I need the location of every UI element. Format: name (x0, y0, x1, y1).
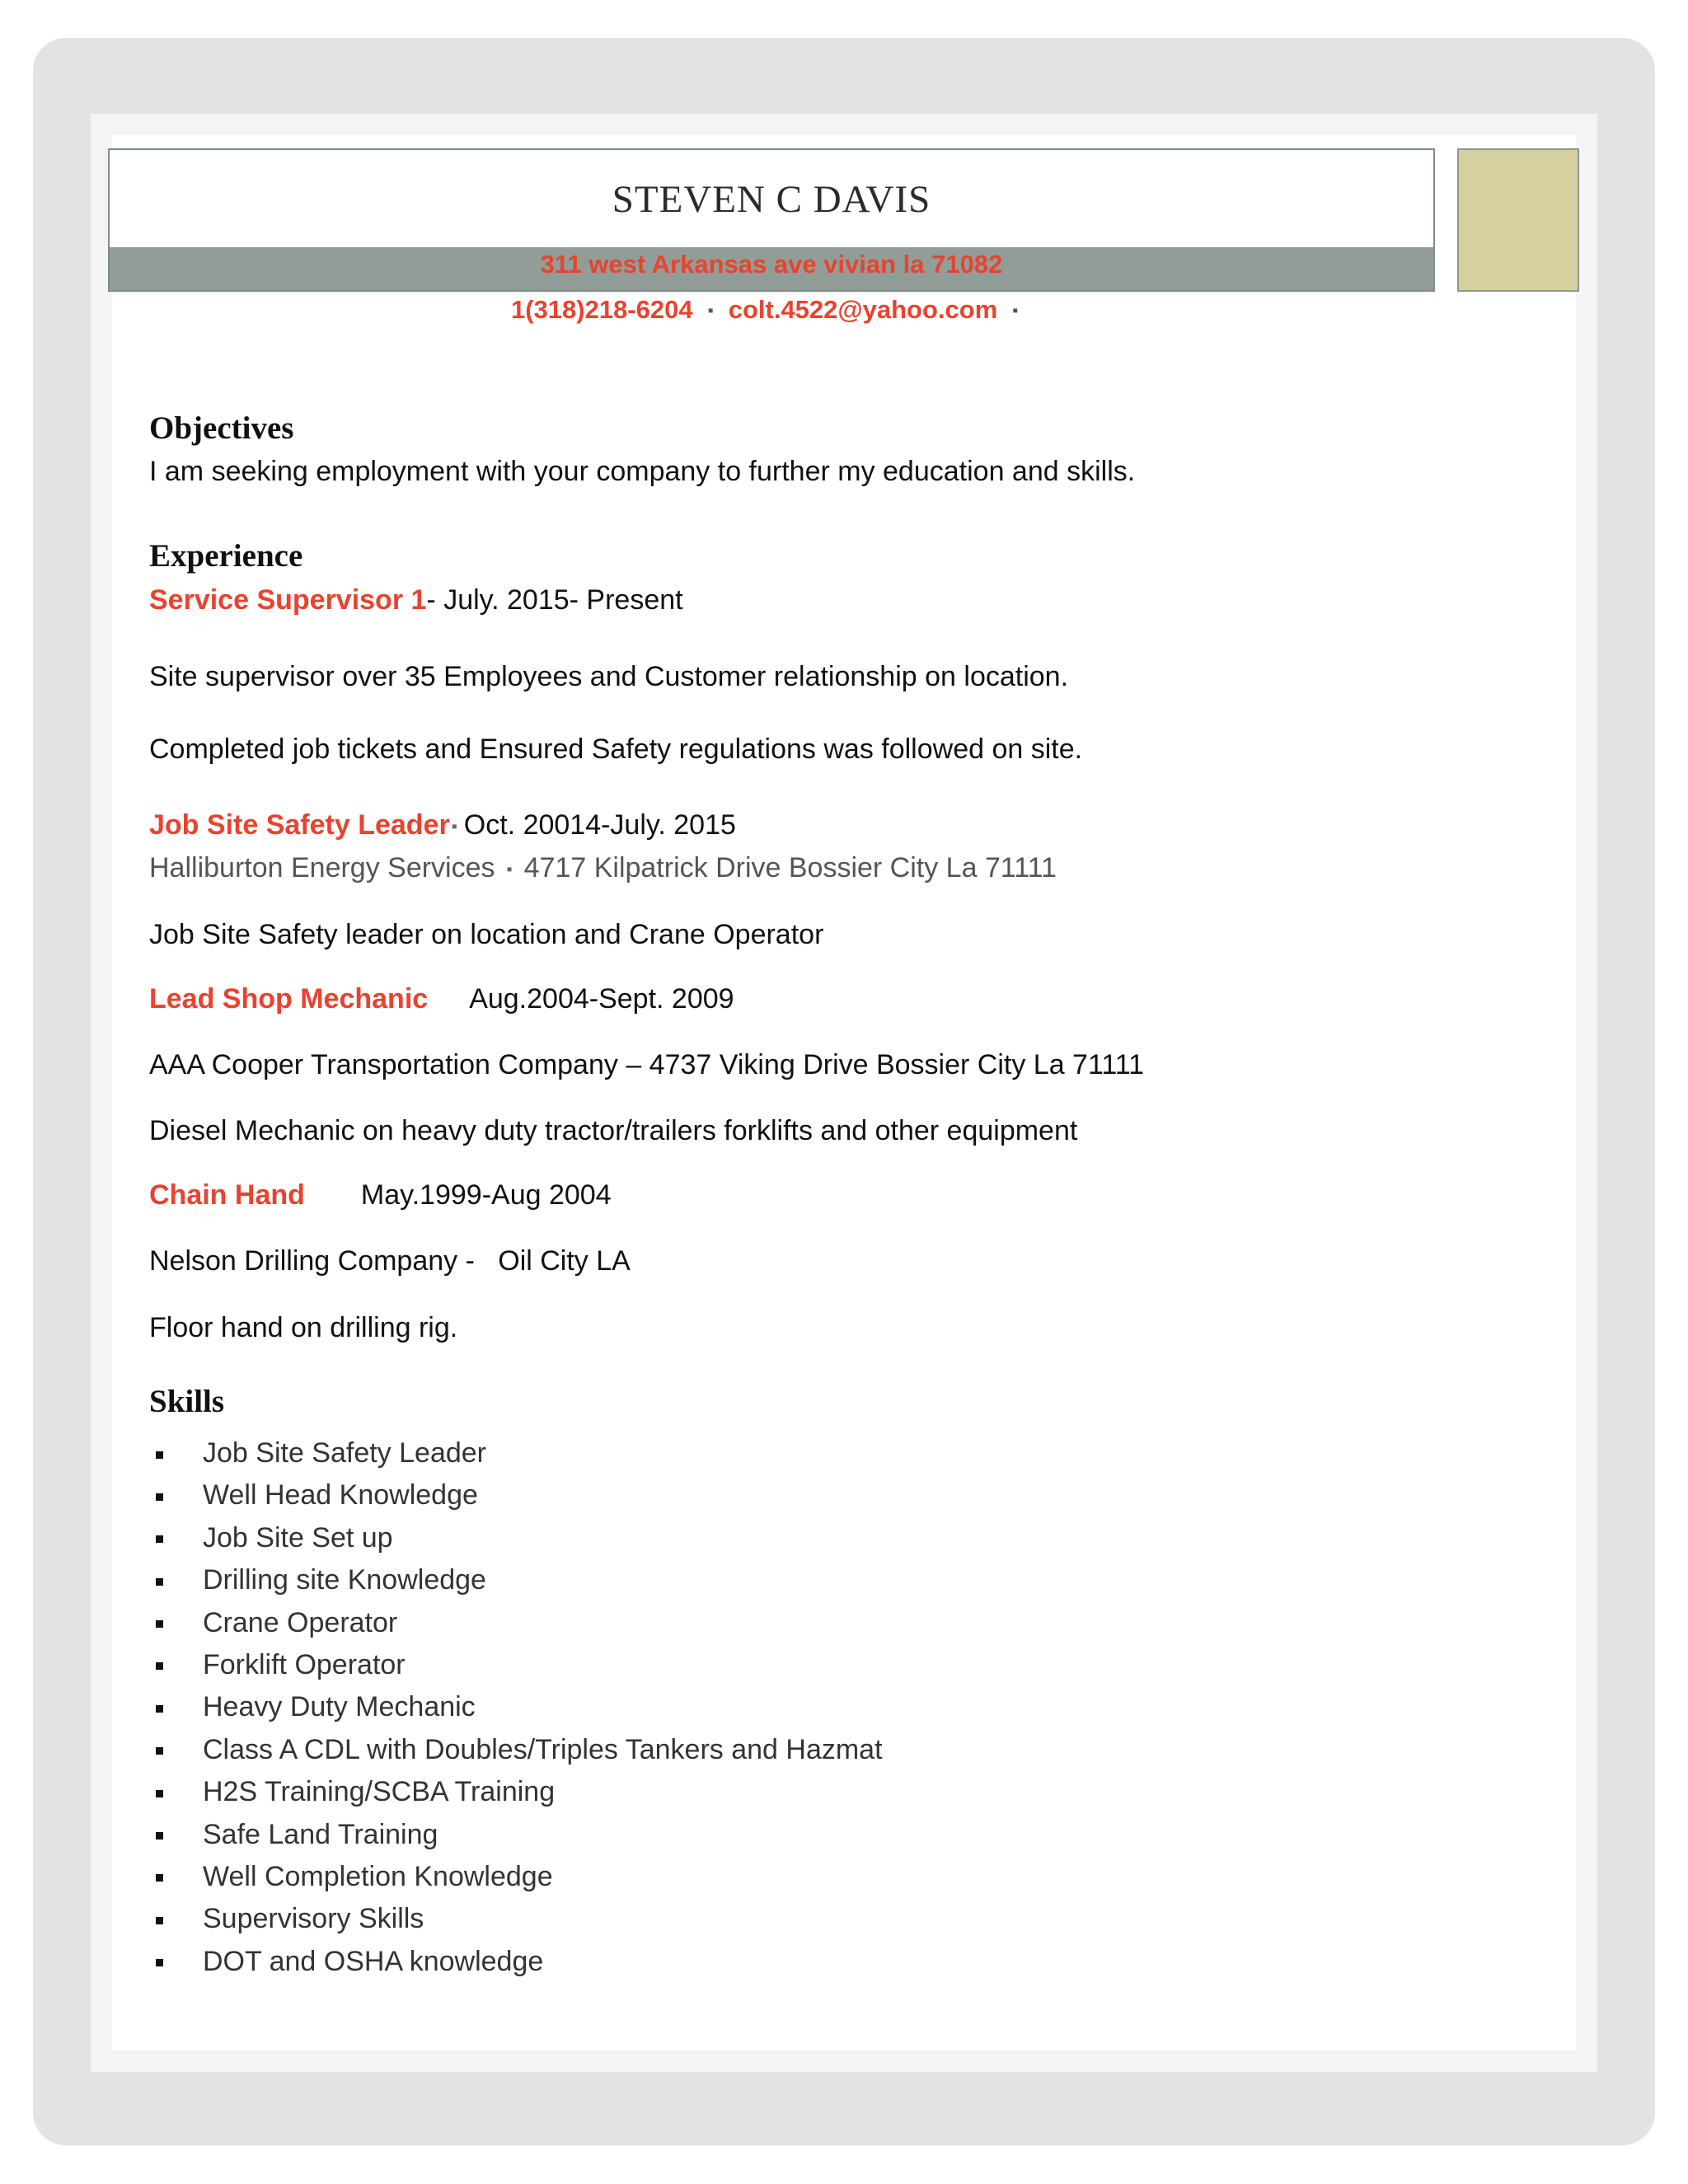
square-bullet-icon (156, 1620, 163, 1628)
job-1-title: Service Supervisor 1 (149, 584, 427, 616)
job-1-line-2: Completed job tickets and Ensured Safety regulations was followed on site. (149, 733, 1083, 765)
phone-number: 1(318)218-6204 (511, 295, 693, 324)
name-header-box (108, 148, 1435, 292)
skill-item: Well Head Knowledge (149, 1474, 883, 1516)
job-4-line-2: Floor hand on drilling rig. (149, 1312, 458, 1343)
job-2-company: Halliburton Energy Services (149, 852, 495, 883)
skill-item: Well Completion Knowledge (149, 1856, 883, 1898)
contact-separator: ▪ (707, 302, 714, 321)
job-3-dates: Aug.2004-Sept. 2009 (469, 983, 734, 1015)
skill-item: Drilling site Knowledge (149, 1559, 883, 1601)
address-text: 311 west Arkansas ave vivian la 71082 (540, 250, 1003, 279)
square-bullet-icon (156, 1874, 163, 1882)
address-bar (110, 247, 1433, 290)
job-1-dates: - July. 2015- Present (426, 584, 683, 616)
job-2-line-1: Job Site Safety leader on location and Crane Operator (149, 919, 824, 950)
skill-item: Supervisory Skills (149, 1898, 883, 1940)
job-2-dates: Oct. 20014-July. 2015 (463, 809, 736, 841)
square-bullet-icon (156, 1662, 163, 1670)
job-3-line-1: AAA Cooper Transportation Company – 4737 Viking Drive Bossier City La 71111 (149, 1049, 1145, 1080)
skill-item: Class A CDL with Doubles/Triples Tankers and Hazmat (149, 1729, 883, 1771)
experience-heading: Experience (149, 538, 303, 574)
job-4-header (149, 1179, 612, 1212)
skill-item: H2S Training/SCBA Training (149, 1771, 883, 1813)
job-1-header (149, 584, 683, 616)
square-bullet-icon (156, 1578, 163, 1586)
applicant-name: STEVEN C DAVIS (612, 178, 931, 221)
skill-item: Heavy Duty Mechanic (149, 1686, 883, 1728)
job-3-line-2: Diesel Mechanic on heavy duty tractor/trailers forklifts and other equipment (149, 1115, 1078, 1146)
job-2-header (149, 809, 736, 841)
skills-list (149, 1432, 883, 1983)
objectives-text: I am seeking employment with your company to further my education and skills. (149, 456, 1136, 487)
skill-item: Job Site Set up (149, 1517, 883, 1559)
square-bullet-icon (156, 1959, 163, 1966)
skill-item: DOT and OSHA knowledge (149, 1941, 883, 1983)
square-bullet-icon (156, 1493, 163, 1501)
job-1-line-1: Site supervisor over 35 Employees and Customer relationship on location. (149, 661, 1069, 692)
square-bullet-icon (156, 1917, 163, 1924)
email-address[interactable]: colt.4522@yahoo.com (728, 295, 998, 324)
job-4-title: Chain Hand (149, 1179, 305, 1211)
skill-item: Job Site Safety Leader (149, 1432, 883, 1474)
square-bullet-icon (156, 1535, 163, 1543)
job-4-dates: May.1999-Aug 2004 (360, 1179, 612, 1211)
job-4-line-1: Nelson Drilling Company - Oil City LA (149, 1245, 631, 1277)
skill-item: Crane Operator (149, 1602, 883, 1644)
job-3-header (149, 983, 734, 1015)
skill-item: Safe Land Training (149, 1814, 883, 1856)
square-bullet-icon (156, 1747, 163, 1755)
decorative-side-box (1457, 148, 1579, 292)
job-2-company-separator: ▪ (506, 860, 513, 879)
square-bullet-icon (156, 1790, 163, 1797)
square-bullet-icon (156, 1451, 163, 1459)
job-2-company-address: 4717 Kilpatrick Drive Bossier City La 71111 (523, 852, 1057, 883)
contact-line (511, 295, 1033, 325)
square-bullet-icon (156, 1705, 163, 1713)
job-2-separator: ▪ (451, 817, 457, 836)
job-3-title: Lead Shop Mechanic (149, 983, 429, 1015)
objectives-heading: Objectives (149, 410, 294, 446)
job-2-title: Job Site Safety Leader (149, 809, 450, 841)
skill-item: Forklift Operator (149, 1644, 883, 1686)
job-2-company-line (149, 852, 1057, 884)
square-bullet-icon (156, 1832, 163, 1840)
contact-separator-trailing: ▪ (1012, 302, 1019, 321)
skills-heading: Skills (149, 1384, 225, 1419)
